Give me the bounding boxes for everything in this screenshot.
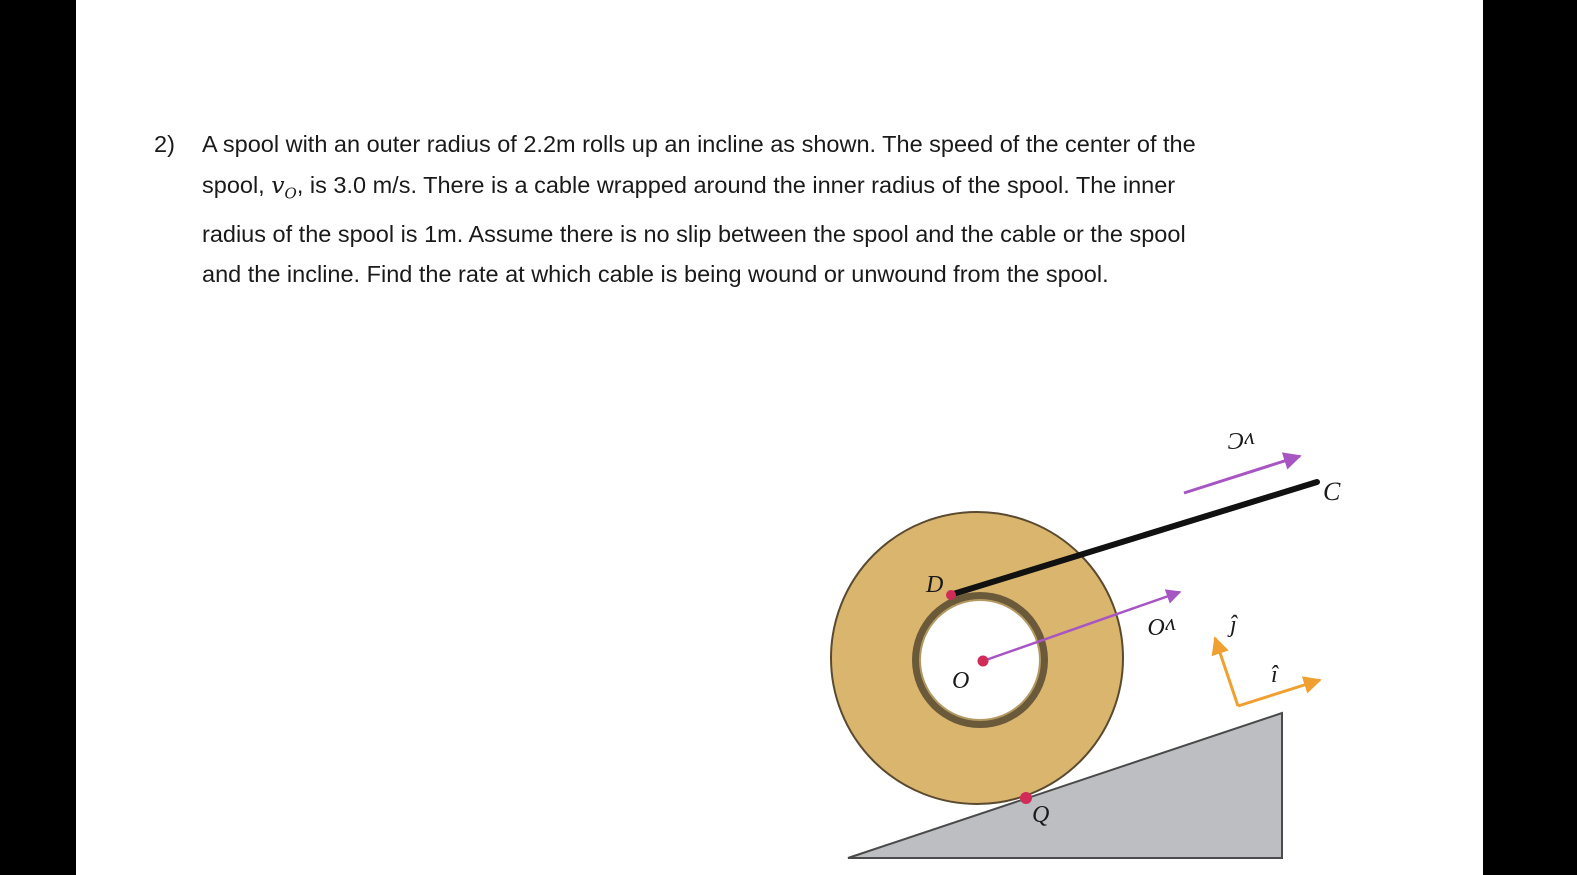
velocity-subscript: O: [284, 184, 297, 203]
point-q: [1020, 792, 1032, 804]
label-vc: vC: [1228, 427, 1255, 453]
line-2-end: , is 3.0 m/s. There is a cable wrapped around the inner radius of the spool. The inner: [296, 171, 1176, 198]
label-vo: vO: [1148, 613, 1176, 639]
unit-vector-i: [1238, 680, 1320, 706]
problem-number: 2): [154, 131, 175, 157]
label-i: î: [1271, 662, 1278, 688]
problem-line-4: and the incline. Find the rate at which cable is being wound or unwound from the spool.: [202, 261, 1109, 288]
label-j: ĵ: [1230, 612, 1237, 638]
label-d: D: [926, 572, 944, 598]
unit-vector-j: [1215, 638, 1238, 706]
point-o: [978, 656, 989, 667]
problem-line-1: A spool with an outer radius of 2.2m rolls up an incline as shown. The speed of the center of the: [202, 131, 1196, 157]
label-q: Q: [1032, 802, 1050, 828]
point-d: [946, 590, 956, 600]
velocity-arrow-c: [1184, 456, 1300, 493]
problem-line-3: radius of the spool is 1m. Assume there is no slip between the spool and the cable or the spool: [202, 220, 1186, 247]
label-o: O: [952, 668, 970, 694]
velocity-var: v: [271, 170, 285, 199]
label-c: C: [1323, 477, 1341, 506]
line-2-start: spool,: [202, 171, 272, 198]
